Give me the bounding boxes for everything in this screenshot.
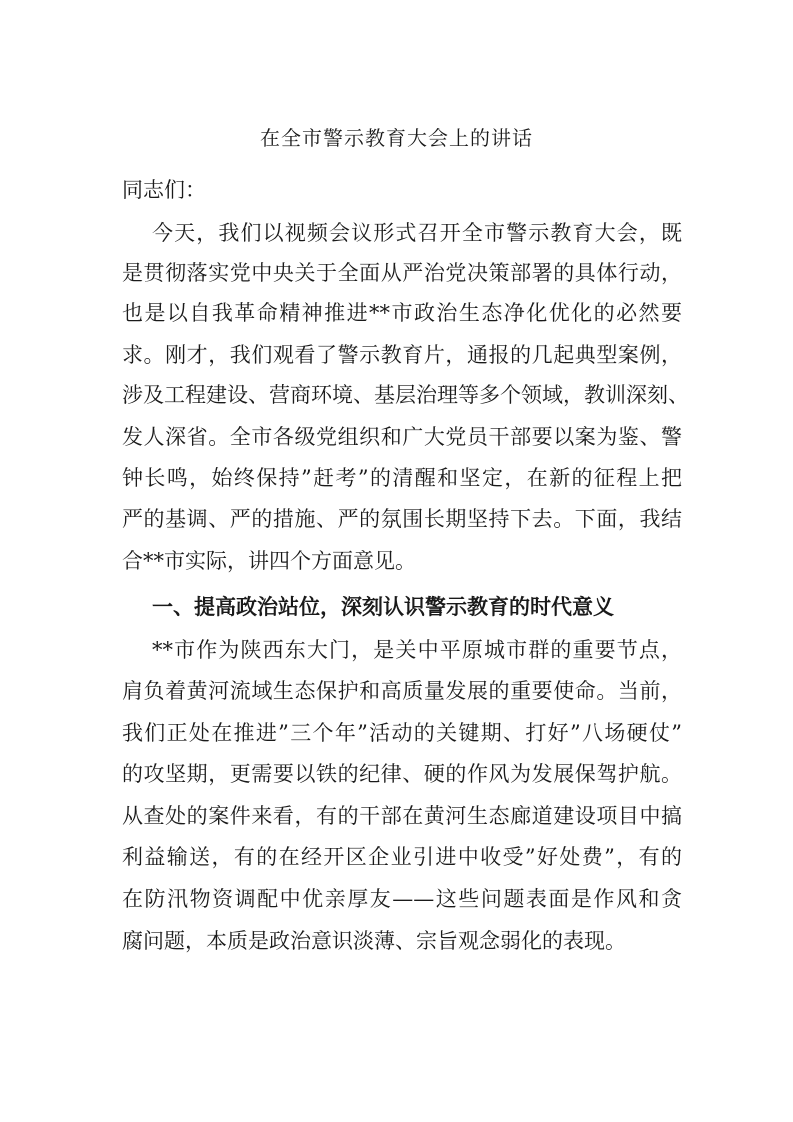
paragraph-line: 是贯彻落实党中央关于全面从严治党决策部署的具体行动， <box>122 261 682 285</box>
paragraph-line: 腐问题，本质是政治意识淡薄、宗旨观念弱化的表现。 <box>122 929 626 953</box>
paragraph-line: 利益输送，有的在经开区企业引进中收受”好处费”，有的 <box>122 845 682 869</box>
paragraph-line: 从查处的案件来看，有的干部在黄河生态廊道建设项目中搞 <box>122 804 682 828</box>
salutation: 同志们： <box>122 178 206 202</box>
paragraph-line: 合**市实际，讲四个方面意见。 <box>122 549 416 573</box>
paragraph-line: 严的基调、严的措施、严的氛围长期坚持下去。下面，我结 <box>122 507 682 531</box>
paragraph-line: 发人深省。全市各级党组织和广大党员干部要以案为鉴、警 <box>122 425 682 449</box>
paragraph-line: 肩负着黄河流域生态保护和高质量发展的重要使命。当前， <box>122 679 682 703</box>
paragraph-line: 也是以自我革命精神推进**市政治生态净化优化的必然要 <box>122 301 682 325</box>
paragraph-line: 的攻坚期，更需要以铁的纪律、硬的作风为发展保驾护航。 <box>122 762 682 786</box>
paragraph-line: 在防汛物资调配中优亲厚友——这些问题表面是作风和贪 <box>122 887 682 911</box>
document-title: 在全市警示教育大会上的讲话 <box>260 126 533 150</box>
paragraph-line: 今天，我们以视频会议形式召开全市警示教育大会，既 <box>152 221 682 245</box>
paragraph-line: 钟长鸣，始终保持”赶考”的清醒和坚定，在新的征程上把 <box>122 466 682 490</box>
paragraph-line: 涉及工程建设、营商环境、基层治理等多个领域，教训深刻、 <box>122 383 689 407</box>
section-heading: 一、提高政治站位，深刻认识警示教育的时代意义 <box>152 594 614 619</box>
paragraph-line: 我们正处在推进”三个年”活动的关键期、打好”八场硬仗” <box>122 721 682 745</box>
paragraph-line: 求。刚才，我们观看了警示教育片，通报的几起典型案例， <box>122 343 682 367</box>
paragraph-line: **市作为陕西东大门，是关中平原城市群的重要节点， <box>152 638 682 662</box>
